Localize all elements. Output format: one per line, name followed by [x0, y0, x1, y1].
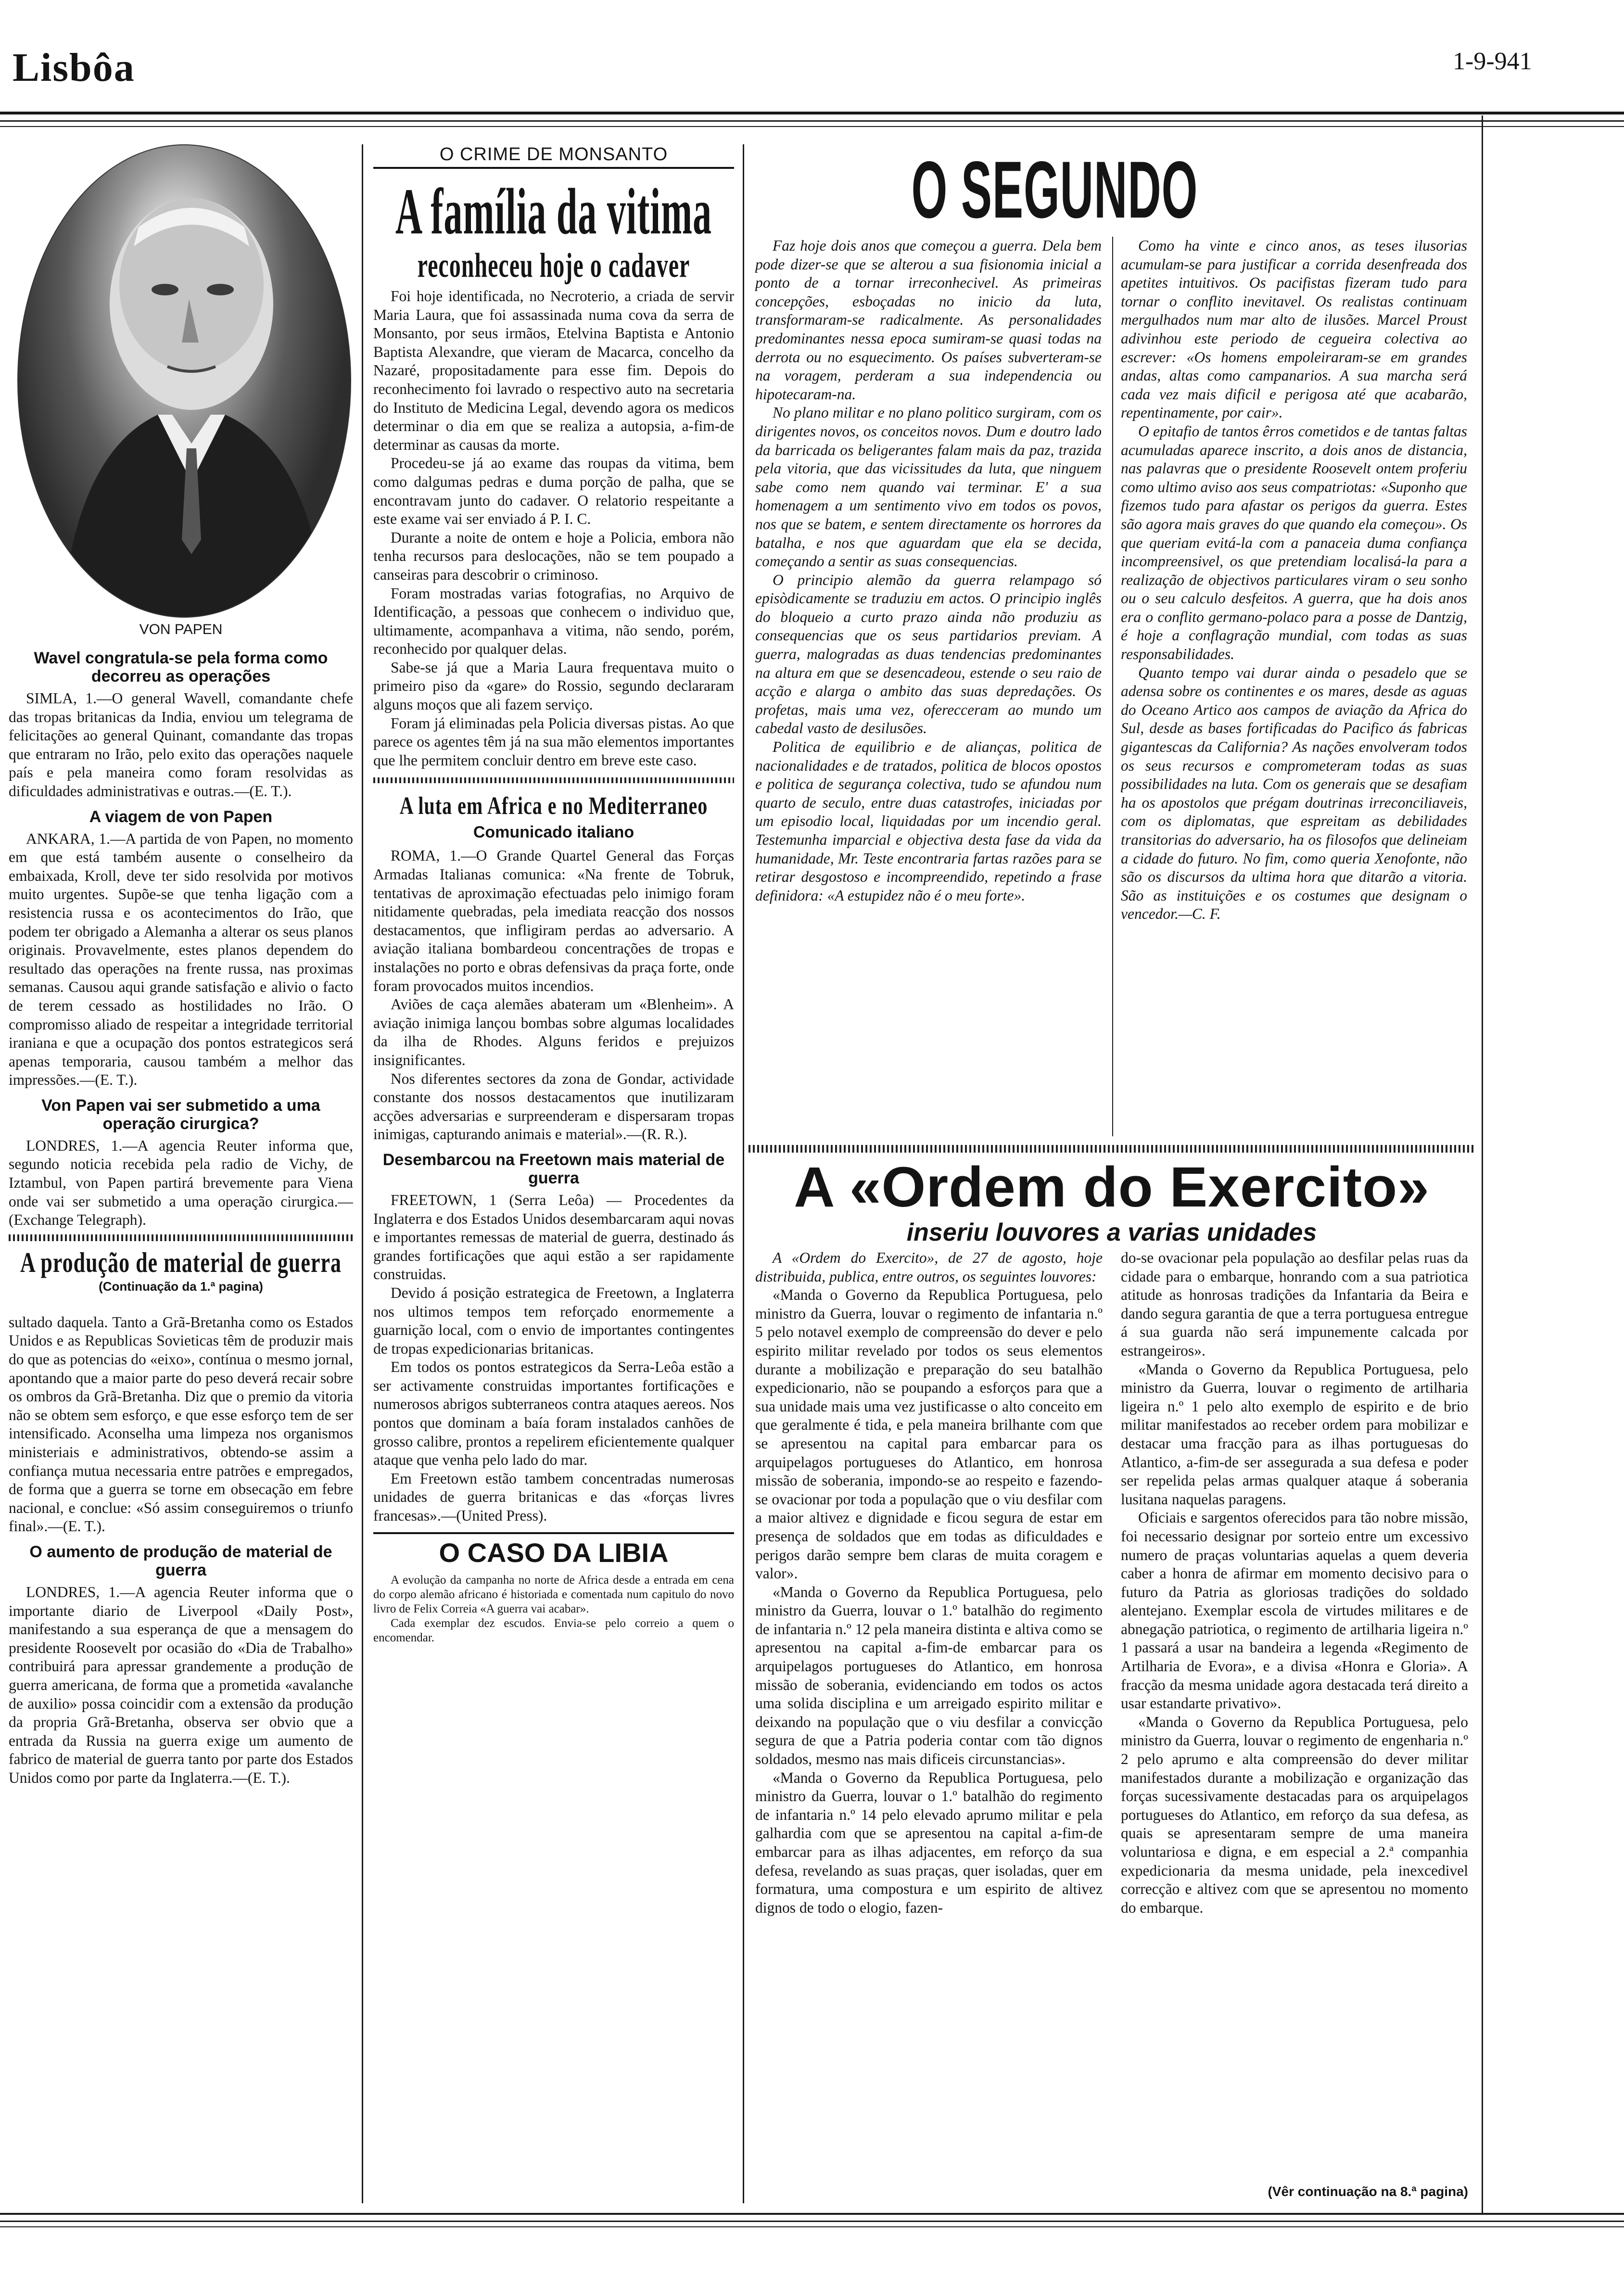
notice-paragraph: A evolução da campanha no norte de Africa desde a entrada em cena do corpo alemão africano é historiada e comentada num capitulo do novo livro de Felix Correia «A guerra vai acabar». — [373, 1573, 734, 1615]
article-paragraph: Durante a noite de ontem e hoje a Policia, embora não tenha recursos para deslocações, não se tem poupado a canseiras para descobrir o criminoso. — [373, 529, 734, 583]
photo-caption: VON PAPEN — [139, 622, 223, 637]
editorial-paragraph: No plano militar e no plano politico surgiram, com os dirigentes novos, os conceitos novos. Dum e doutro lado da barricada os beligerantes falam mais da paz, trazida pela vitoria, que das vicissitudes da luta, que ninguem sabe como nem quando vai terminar. E' a sua homenagem a um sentimento vivo em todos os povos, nos que se batem, e sentem directamente os horrores da batalha, e nos que aguardam que ela se decida, começando a sentir as suas consequencias. — [755, 404, 1102, 570]
ordem-paragraph: Oficiais e sargentos oferecidos para tão nobre missão, foi necessario designar por sorteio entre um excessivo numero de praças voluntarias aquelas a quem deveria caber a honra de afirmar em momento decisivo para o futuro da Patria as gloriosas tradições do soldado alentejano. Exemplar escola de virtudes militares e de abnegação patriotica, o regimento de artilharia ligeira n.º 1 passará a usar na bandeira a legenda «Regimento de Artilharia de Evora», e a divisa «Honra e Gloria». A fracção da mesma unidade agora destacada terá direito a usar estandarte privativo». — [1121, 1509, 1468, 1712]
top-rule-thin-2 — [0, 126, 1624, 127]
continuation-note: (Vêr continuação na 8.ª pagina) — [1268, 2184, 1468, 2199]
editorial-paragraph: Como ha vinte e cinco anos, as teses ilusorias acumulam-se para justificar a corrida desenfreada dos apetites intuitivos. Os pacifistas fizeram tudo para tornar o conflito inevitavel. Os realistas continuam mergulhados num mar alto de ilusões. Marcel Proust adivinhou este periodo de cegueira colectiva ao escrever: «Os homens empoleiraram-se em grandes andas, altas como campanarios. A sua marcha será cada vez mais dificil e perigosa até que acabarão, repentinamente, por cair». — [1121, 237, 1467, 421]
left-column — [9, 642, 353, 2206]
article-headline: A produção de material de guerra — [20, 1246, 342, 1279]
column-divider — [743, 144, 744, 2203]
editorial-paragraph: Quanto tempo vai durar ainda o pesadelo que se adensa sobre os continentes e os mares, desde as aguas do Oceano Artico aos campos de aviação da Africa do Sul, desde as bases fortificadas do Pacifico ás fabricas gigantescas da California? As nações envolveram todos os seus recursos e comprometeram todas as suas possibilidades na luta. Com os generais que se desafiam ha os apostolos que prégam doutrinas irreconciliaveis, com os diplomatas, que espreitam as debilidades transitorias do adversario, ha os filosofos que delineiam a cidade do futuro. No fim, como queria Xenofonte, não são os discursos da ultima hora que ditarão a vitoria. São as instituições e os costumes que designam o vencedor.—C. F. — [1121, 664, 1467, 923]
column-divider — [362, 144, 363, 2203]
article-paragraph: Foi hoje identificada, no Necroterio, a criada de servir Maria Laura, que foi assassinada numa cova da serra de Monsanto, por seus irmãos, Etelvina Baptista e Antonio Baptista Alexandre, que vieram de Macarca, concelho da Nazaré, propositadamente para esse fim. Depois do reconhecimento foi lavrado o respectivo auto na secretaria do Instituto de Medicina Legal, devendo agora os medicos determinar o dia em que se realiza a autopsia, a-fim-de determinar as causas da morte. — [373, 288, 734, 453]
article-headline: A luta em Africa e no Mediterraneo — [399, 791, 708, 820]
masthead-date: 1-9-941 — [1453, 48, 1532, 75]
article-subhead: Comunicado italiano — [473, 823, 634, 842]
ordem-paragraph: do-se ovacionar pela população ao desfilar pelas ruas da cidade para o embarque, honrando com a sua patriotica atitude as honrosas tradições da Infantaria da Beira e dando segura garantia de que a terra portuguesa entregue á sua guarda não será impunemente calcada por estrangeiros». — [1121, 1249, 1468, 1359]
article-paragraph: LONDRES, 1.—A agencia Reuter informa que, segundo noticia recebida pela radio de Vichy, de Iztambul, von Papen partirá brevemente para Viena onde vai ser submetido a uma operação cirurgica.—(Exchange Telegraph). — [9, 1137, 353, 1229]
bottom-rule — [0, 2213, 1624, 2215]
article-headline: O CASO DA LIBIA — [439, 1537, 669, 1568]
notice-paragraph: Cada exemplar dez escudos. Envia-se pelo correio a quem o encomendar. — [373, 1616, 734, 1644]
middle-column — [373, 144, 734, 2208]
article-heading: O aumento de produção de material de guerra — [29, 1542, 332, 1579]
portrait-photo — [17, 144, 351, 618]
article-kicker: O CRIME DE MONSANTO — [373, 144, 734, 169]
editorial-title-wrap — [748, 144, 1361, 234]
editorial-paragraph: O principio alemão da guerra relampago só episòdicamente se traduziu em actos. O principio inglês do bloqueio a curto prazo ainda não produziu as consequencias que os seus partidarios previam. A guerra, malogradas as duas tendencias predominantes na altura em que se desencadeou, estende o seu raio de acção e alarga o ambito das suas depredações. Os profetas, mais uma vez, oferecceram ao mundo um cabedal vasto de desilusões. — [755, 571, 1102, 737]
article-paragraph: Sabe-se já que a Maria Laura frequentava muito o primeiro piso da «gare» do Rossio, segundo declararam alguns moços que ali fazem serviço. — [373, 659, 734, 713]
ordem-paragraph: «Manda o Governo da Republica Portuguesa, pelo ministro da Guerra, louvar o 1.º batalhão do regimento de infantaria n.º 14 pelo elevado aprumo militar e pela galhardia com que se apresentou na capital a-fim-de embarcar para as ilhas adjacentes, em reforço da sua defesa, revelando as suas praças, quer isoladas, quer em formatura, uma compostura e um espirito de altivez dignos de todo o elogio, fazen- — [755, 1769, 1103, 1916]
editorial-paragraph: Politica de equilibrio e de alianças, politica de nacionalidades e de tratados, politica de blocos opostos e politica de segurança colectiva, tudo se afundou num quarto de seculo, entre duas catastrofes, iniciadas por um episodio local, liquidadas por um incendio geral. Testemunha imparcial e objectiva desta fase da vida da humanidade, Mr. Teste encontraria fartas razões para se retirar desgostoso e incompreendido, repetindo a frase definidora: «A estupidez não é o meu forte». — [755, 738, 1102, 904]
section-rule — [373, 1532, 734, 1534]
right-edge-rule — [1482, 115, 1483, 2213]
ordem-column-2 — [1121, 1249, 1468, 2206]
editorial-column-2 — [1121, 237, 1467, 1151]
article-subhead: reconheceu hoje o cadaver — [417, 246, 690, 285]
bottom-rule-thin-2 — [0, 2226, 1624, 2227]
ordem-paragraph: «Manda o Governo da Republica Portuguesa, pelo ministro da Guerra, louvar o regimento de artilharia ligeira n.º 1 pelo alto exemplo de espirito e de brio militar manifestados ao receber ordem para mobilizar e destacar uma fracção para as ilhas portuguesas do Atlantico, a-fim-de ser assegurada a sua defesa e poder ser repelida pelas armas qualquer ataque á soberania lusitana naquelas paragens. — [1121, 1360, 1468, 1508]
article-paragraph: FREETOWN, 1 (Serra Leôa) — Procedentes da Inglaterra e dos Estados Unidos desembarcaram aqui novas e importantes remessas de material de guerra, destinado ás grandes fortificações que aqui estão a ser rapidamente construidas. — [373, 1191, 734, 1283]
editorial-paragraph: O epitafio de tantos êrros cometidos e de tantas faltas acumuladas aparece inscrito, a dois anos de distancia, nas palavras que o presidente Roosevelt ontem proferiu como ultimo aviso aos seus compatriotas: «Suponho que fizemos tudo para afastar os perigos da guerra. Estes são agora mais graves do que quando ela começou». Os que queriam evitá-la com a panaceia duma confiança incompreensivel, os que pretendiam localisá-la para a realização de objectivos particulares viram o seu sonho ou o seu calculo desfeitos. A guerra, que ha dois anos era o conflito germano-polaco para a posse de Dantzig, é hoje a conflagração mundial, com todas as suas responsabilidades. — [1121, 422, 1467, 663]
ordem-paragraph: «Manda o Governo da Republica Portuguesa, pelo ministro da Guerra, louvar o regimento de infantaria n.º 5 pelo notavel exemplo de compreensão do dever e pelo espirito militar revelado por todos os seus elementos durante a mobilização e preparação do seu batalhão expedicionario, não se poupando a esforços para que a sua unidade mais uma vez justificasse o alto conceito em que geralmente é tida, e pela maneira brilhante com que se apresentou na capital para embarcar para os arquipelagos portugueses do Atlantico, em honrosa missão de soberania, impondo-se ao respeito e fazendo-se ovacionar por toda a população que o viu desfilar com a maior altivez e dignidade e ficou segura de estar em presença de soldados que em todas as dificuldades e perigos darão sempre bem claras de muita coragem e valor». — [755, 1286, 1103, 1582]
article-paragraph: Devido á posição estrategica de Freetown, a Inglaterra nos ultimos tempos tem reforçado enormemente a guarnição local, com o envio de importantes contingentes de tropas expedicionarias britanicas. — [373, 1284, 734, 1357]
top-rule-thin — [0, 120, 1624, 122]
hatch-rule — [373, 777, 734, 783]
bottom-rule-thin — [0, 2221, 1624, 2222]
article-paragraph: Foram mostradas varias fotografias, no Arquivo de Identificação, a pessoas que conhecem o individuo que, ultimamente, acompanhava a vitima, não sendo, porém, reconhecido por qualquer delas. — [373, 584, 734, 658]
article-heading: A viagem de von Papen — [89, 807, 273, 826]
editorial-title: O SEGUNDO — [911, 145, 1198, 234]
continuation-note: (Continuação da 1.ª pagina) — [99, 1279, 263, 1294]
subhead-wrap — [373, 246, 734, 287]
ordem-column-1 — [755, 1249, 1103, 2206]
article-paragraph: Foram já eliminadas pela Policia diversas pistas. Ao que parece os agentes têm já na sua mão elementos importantes que lhe permitem concluir dentro em breve este caso. — [373, 714, 734, 769]
hatch-rule — [749, 1145, 1475, 1153]
portrait-figure-icon — [18, 145, 350, 617]
masthead-title: Lisbôa — [13, 45, 135, 90]
article-paragraph: Procedeu-se já ao exame das roupas da vitima, bem como dalgumas pedras e duma porção de palha, que se encontravam junto do cadaver. O relatorio respeitante a este exame vai ser enviado á P. I. C. — [373, 455, 734, 528]
editorial-paragraph: Faz hoje dois anos que começou a guerra. Dela bem pode dizer-se que se alterou a sua fisionomia inicial a ponto de a tornar irreconhecivel. As primeiras concepções, esboçadas no inicio da luta, transformaram-se radicalmente. As personalidades predominantes nessa epoca sumiram-se quasi todas na derrota ou no esquecimento. Os países subverteram-se na voragem, perderam a sua independencia ou hipotecaram-na. — [755, 237, 1102, 403]
ordem-subhead: inseriu louvores a varias unidades — [906, 1219, 1317, 1246]
article-paragraph: Nos diferentes sectores da zona de Gondar, actividade constante dos nossos destacamentos que inutilizaram acções adversarias e surpreenderam e dispersaram tropas inimigas, capturando animais e material».—(R. R.). — [373, 1070, 734, 1143]
article-paragraph: Em todos os pontos estrategicos da Serra-Leôa estão a ser activamente construidas importantes fortificações e numerosos abrigos subterraneos contra ataques aereos. Nos pontos que dominam a baía foram instalados canhões de grosso calibre, prontos a repelirem eficientemente qualquer ataque que venha pelo lado do mar. — [373, 1359, 734, 1469]
article-paragraph: ROMA, 1.—O Grande Quartel General das Forças Armadas Italianas comunica: «Na frente de Tobruk, tentativas de aproximação efectuadas pelo inimigo foram nitidamente quebradas, pela imediata reacção dos nossos destacamentos, que infligiram perdas ao adversario. A aviação italiana bombardeou concentrações de tropas e instalações no porto e obras defensivas da praça forte, onde foram provocados muitos incendios. — [373, 847, 734, 994]
article-heading: Wavel congratula-se pela forma como decorreu as operações — [34, 649, 328, 686]
article-paragraph: sultado daquela. Tanto a Grã-Bretanha como os Estados Unidos e as Republicas Sovieticas têm de produzir mais do que as potencias do «eixo», contínua o mesmo jornal, apontando que a maior parte do peso deverá recair sobre os ombros da Grã-Bretanha. Diz que o premio da vitoria não se obtem sem esforço, e que esse esforço tem de ser intensificado. Aconselha uma limpeza nos organismos ministeriais e administrativos, obtendo-se assim a confiança mutua necessaria entre patrões e empregados, de forma que a guerra se torne em obsecação em febre nacional, e conclue: «Só assim conseguiremos o triunfo final».—(E. T.). — [9, 1313, 353, 1535]
hatch-rule — [9, 1234, 353, 1241]
ordem-paragraph: A «Ordem do Exercito», de 27 de agosto, hoje distribuida, publica, entre outros, os seguintes louvores: — [755, 1249, 1103, 1285]
ordem-headline: A «Ordem do Exercito» — [794, 1156, 1430, 1219]
article-paragraph: LONDRES, 1.—A agencia Reuter informa que o importante diario de Liverpool «Daily Post», manifestando a sua esperança de que a mensagem do presidente Roosevelt por ocasião do «Dia de Trabalho» contribuirá para apressar grandemente a produção de guerra americana, de forma que a prometida «avalanche de auxilio» possa coincidir com a extensão da produção da propria Grã-Bretanha, observa ser obvio que a entrada da Russia na guerra exige um aumento de fabrico de material de guerra tanto por parte dos Estados Unidos como por parte da Inglaterra.—(E. T.). — [9, 1583, 353, 1786]
article-heading: Desembarcou na Freetown mais material de guerra — [382, 1150, 725, 1187]
article-paragraph: SIMLA, 1.—O general Wavell, comandante chefe das tropas britanicas da India, enviou um telegrama de felicitações ao general Quinant, comandante das tropas que entraram no Irão, pelo exito das operações naquele país e pela maneira como foram resolvidas as dificuldades administrativas e outras.—(E. T.). — [9, 690, 353, 800]
headline-wrap — [373, 174, 734, 246]
article-headline: A família da vitima — [395, 174, 712, 246]
column-divider — [1112, 237, 1113, 1136]
article-paragraph: ANKARA, 1.—A partida de von Papen, no momento em que está também ausente o conselheiro da embaixada, Kroll, deve ter sido resolvida por motivos muito urgentes. Supõe-se que tenha ligação com a resistencia russa e os acontecimentos do Irão, que podem ter obrigado a Alemanha a alterar os seus planos originais. Provavelmente, estes planos dependem do resultado das operações na frente russa, nas proximas semanas. Causou aqui grande satisfação e alivio o facto de terem cessado as hostilidades no Irão. O compromisso aliado de respeitar a integridade territorial iraniana e que a ocupação dos pontos estrategicos será apenas temporaria, causou também a melhor das impressões.—(E. T.). — [9, 830, 353, 1089]
article-heading: Von Papen vai ser submetido a uma operação cirurgica? — [41, 1096, 320, 1133]
article-paragraph: Em Freetown estão tambem concentradas numerosas unidades de guerra britanicas e das «forças livres francesas».—(United Press). — [373, 1470, 734, 1524]
ordem-paragraph: «Manda o Governo da Republica Portuguesa, pelo ministro da Guerra, louvar o regimento de engenharia n.º 2 pelo aprumo e alta compreensão do dever militar manifestados durante a mobilização e organização das forças sucessivamente destacadas para os arquipelagos portugueses do Atlantico, em reforço da sua defesa, as quais se apresentaram sempre de uma maneira voluntariosa e digna, e em especial a 2.ª companhia expedicionaria da mesma unidade, pela inexcedivel correcção e altivez com que se apresentou no momento do embarque. — [1121, 1713, 1468, 1916]
editorial-column-1 — [755, 237, 1102, 1151]
top-rule — [0, 112, 1624, 114]
article-paragraph: Aviões de caça alemães abateram um «Blenheim». A aviação inimiga lançou bombas sobre algumas localidades da ilha de Rhodes. Alguns feridos e prejuizos insignificantes. — [373, 996, 734, 1068]
ordem-paragraph: «Manda o Governo da Republica Portuguesa, pelo ministro da Guerra, louvar o 1.º batalhão do regimento de infantaria n.º 12 pela maneira distinta e altiva como se apresentou na capital a-fim-de embarcar para os arquipelagos portugueses do Atlantico, em honrosa missão de soberania, evidenciando em todos os actos uma solida disciplina e um arreigado espirito militar e deixando na população que o viu desfilar a convicção segura de que a Patria poderia contar com tão dignos soldados, mesmo nas mais dificeis circunstancias». — [755, 1583, 1103, 1768]
